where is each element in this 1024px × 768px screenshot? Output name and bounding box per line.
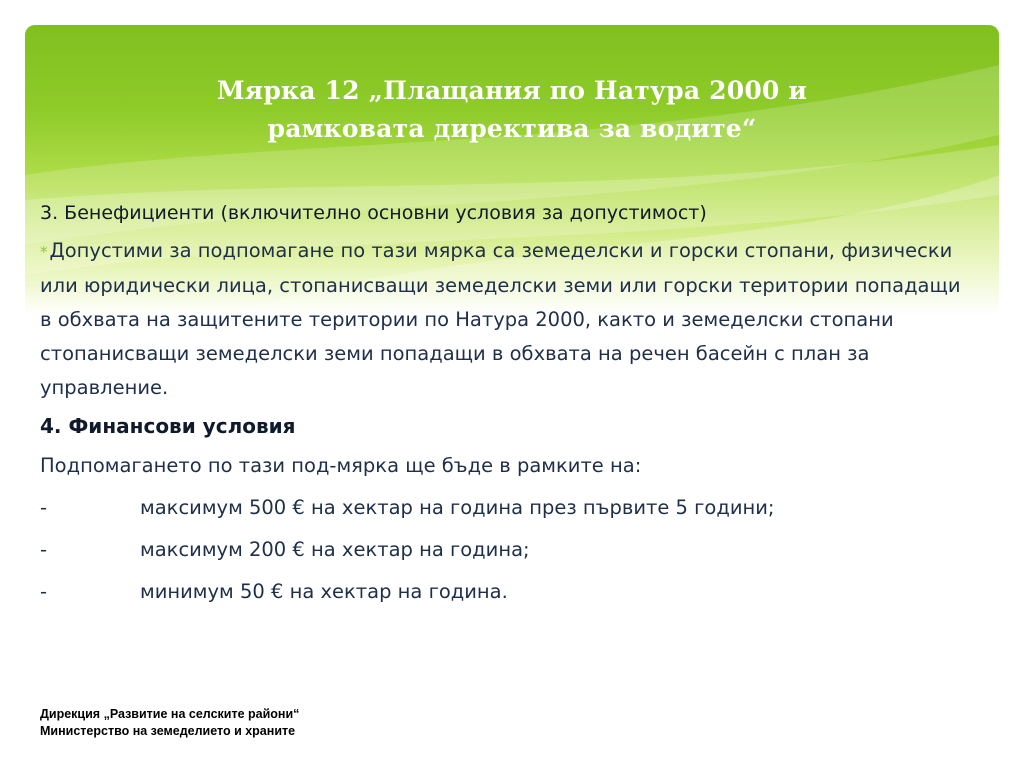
slide-body: [40, 196, 990, 609]
section-3-heading: 3. Бенефициенти (включително основни условия за допустимост): [40, 202, 707, 224]
condition-item: [40, 533, 990, 567]
section-3-text: Допустими за подпомагане по тази мярка са земеделски и горски стопани, физически или юридически лица, стопанисващи земеделски земи или горски територии попадащи в обхвата на защитените територии по Натура 2000, както и земеделски стопани стопанисващи земеделски земи попадащи в обхвата на речен басейн с план за управление.: [40, 239, 961, 399]
bullet-icon: *: [40, 243, 48, 261]
condition-text: минимум 50 € на хектар на година.: [140, 580, 508, 603]
slide-title-line-2: рамковата директива за водите“: [267, 114, 757, 143]
slide-title-line-1: Мярка 12 „Плащания по Натура 2000 и: [216, 76, 808, 105]
section-3-paragraph: [40, 234, 975, 405]
footer-line-2: Министерство на земеделието и храните: [40, 724, 296, 738]
condition-text: максимум 500 € на хектар на година през първите 5 години;: [140, 496, 775, 519]
condition-dash: -: [40, 496, 48, 519]
footer-attribution: [40, 706, 299, 740]
section-4-heading: 4. Финансови условия: [40, 414, 296, 438]
footer-line-1: Дирекция „Развитие на селските райони“: [40, 707, 300, 721]
condition-text: максимум 200 € на хектар на година;: [140, 538, 530, 561]
condition-item: [40, 491, 990, 525]
section-4-intro: Подпомагането по тази под-мярка ще бъде в рамките на:: [40, 454, 642, 477]
condition-dash: -: [40, 580, 48, 603]
condition-item: [40, 575, 990, 609]
slide-title: [25, 72, 999, 148]
condition-dash: -: [40, 538, 48, 561]
